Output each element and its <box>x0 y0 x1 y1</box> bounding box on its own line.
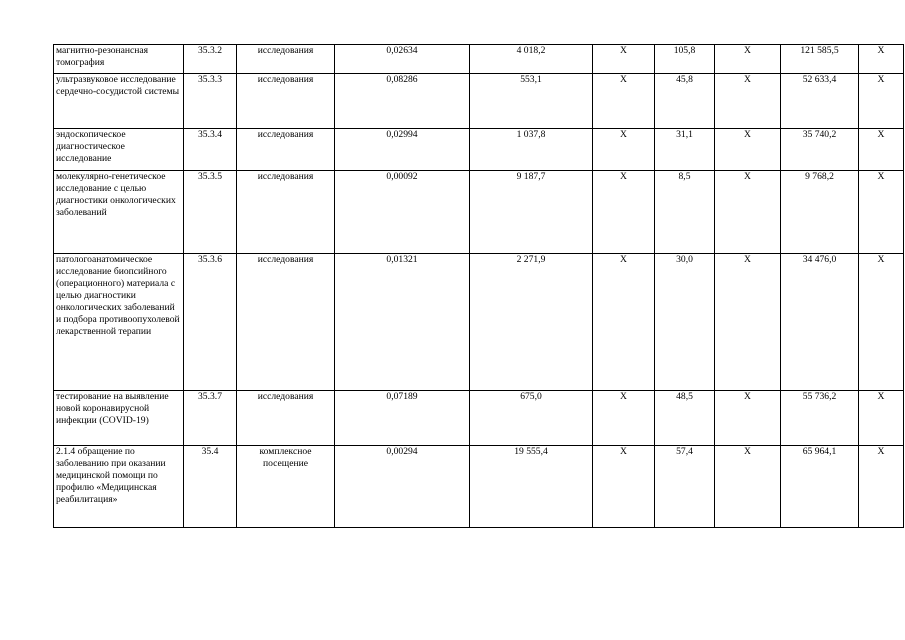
norm-volume-cell: 0,02634 <box>335 45 470 74</box>
x-mark-cell: Х <box>593 129 655 171</box>
x-mark-cell: Х <box>593 45 655 74</box>
row-code-cell: 35.3.5 <box>184 171 237 254</box>
x-mark-cell: Х <box>859 446 904 528</box>
row-unit-cell: исследования <box>237 45 335 74</box>
norm-cost-cell: 9 187,7 <box>470 171 593 254</box>
row-unit-cell: исследования <box>237 391 335 446</box>
table-row <box>54 391 904 446</box>
table-row <box>54 171 904 254</box>
total-cell: 35 740,2 <box>781 129 859 171</box>
x-mark-cell: Х <box>593 254 655 391</box>
table-row <box>54 74 904 129</box>
row-code-cell: 35.3.6 <box>184 254 237 391</box>
per-capita-cell: 45,8 <box>655 74 715 129</box>
x-mark-cell: Х <box>859 254 904 391</box>
total-cell: 34 476,0 <box>781 254 859 391</box>
row-code-cell: 35.4 <box>184 446 237 528</box>
row-unit-cell: исследования <box>237 171 335 254</box>
x-mark-cell: Х <box>593 391 655 446</box>
x-mark-cell: Х <box>859 391 904 446</box>
per-capita-cell: 31,1 <box>655 129 715 171</box>
row-name-cell: ультразвуковое исследование сердечно-сосудистой системы <box>54 74 184 129</box>
x-mark-cell: Х <box>859 171 904 254</box>
total-cell: 55 736,2 <box>781 391 859 446</box>
x-mark-cell: Х <box>715 45 781 74</box>
per-capita-cell: 8,5 <box>655 171 715 254</box>
row-name-cell: 2.1.4 обращение по заболеванию при оказании медицинской помощи по профилю «Медицинская реабилитация» <box>54 446 184 528</box>
per-capita-cell: 57,4 <box>655 446 715 528</box>
row-code-cell: 35.3.3 <box>184 74 237 129</box>
row-code-cell: 35.3.2 <box>184 45 237 74</box>
x-mark-cell: Х <box>715 74 781 129</box>
norm-volume-cell: 0,07189 <box>335 391 470 446</box>
total-cell: 65 964,1 <box>781 446 859 528</box>
table-row <box>54 446 904 528</box>
norm-cost-cell: 553,1 <box>470 74 593 129</box>
per-capita-cell: 48,5 <box>655 391 715 446</box>
row-unit-cell: исследования <box>237 254 335 391</box>
x-mark-cell: Х <box>715 446 781 528</box>
budget-table <box>53 44 904 528</box>
row-unit-cell: исследования <box>237 129 335 171</box>
total-cell: 9 768,2 <box>781 171 859 254</box>
x-mark-cell: Х <box>715 254 781 391</box>
row-name-cell: эндоскопическое диагностическое исследование <box>54 129 184 171</box>
per-capita-cell: 105,8 <box>655 45 715 74</box>
row-code-cell: 35.3.7 <box>184 391 237 446</box>
norm-volume-cell: 0,00092 <box>335 171 470 254</box>
x-mark-cell: Х <box>593 74 655 129</box>
table-row <box>54 129 904 171</box>
norm-volume-cell: 0,00294 <box>335 446 470 528</box>
total-cell: 52 633,4 <box>781 74 859 129</box>
x-mark-cell: Х <box>715 129 781 171</box>
table-row <box>54 254 904 391</box>
x-mark-cell: Х <box>859 74 904 129</box>
row-unit-cell: комплексное посещение <box>237 446 335 528</box>
norm-volume-cell: 0,08286 <box>335 74 470 129</box>
norm-cost-cell: 675,0 <box>470 391 593 446</box>
norm-volume-cell: 0,01321 <box>335 254 470 391</box>
row-unit-cell: исследования <box>237 74 335 129</box>
x-mark-cell: Х <box>859 45 904 74</box>
norm-cost-cell: 1 037,8 <box>470 129 593 171</box>
total-cell: 121 585,5 <box>781 45 859 74</box>
x-mark-cell: Х <box>593 171 655 254</box>
row-name-cell: патологоанатомическое исследование биопсийного (операционного) материала с целью диагностики онкологических заболеваний и подбора противоопухолевой лекарственной терапии <box>54 254 184 391</box>
norm-cost-cell: 19 555,4 <box>470 446 593 528</box>
table-body <box>54 45 904 528</box>
x-mark-cell: Х <box>859 129 904 171</box>
x-mark-cell: Х <box>715 171 781 254</box>
norm-cost-cell: 2 271,9 <box>470 254 593 391</box>
per-capita-cell: 30,0 <box>655 254 715 391</box>
row-code-cell: 35.3.4 <box>184 129 237 171</box>
x-mark-cell: Х <box>715 391 781 446</box>
row-name-cell: молекулярно-генетическое исследование с целью диагностики онкологических заболеваний <box>54 171 184 254</box>
table-row <box>54 45 904 74</box>
norm-volume-cell: 0,02994 <box>335 129 470 171</box>
norm-cost-cell: 4 018,2 <box>470 45 593 74</box>
x-mark-cell: Х <box>593 446 655 528</box>
row-name-cell: тестирование на выявление новой коронавирусной инфекции (COVID-19) <box>54 391 184 446</box>
row-name-cell: магнитно-резонансная томография <box>54 45 184 74</box>
